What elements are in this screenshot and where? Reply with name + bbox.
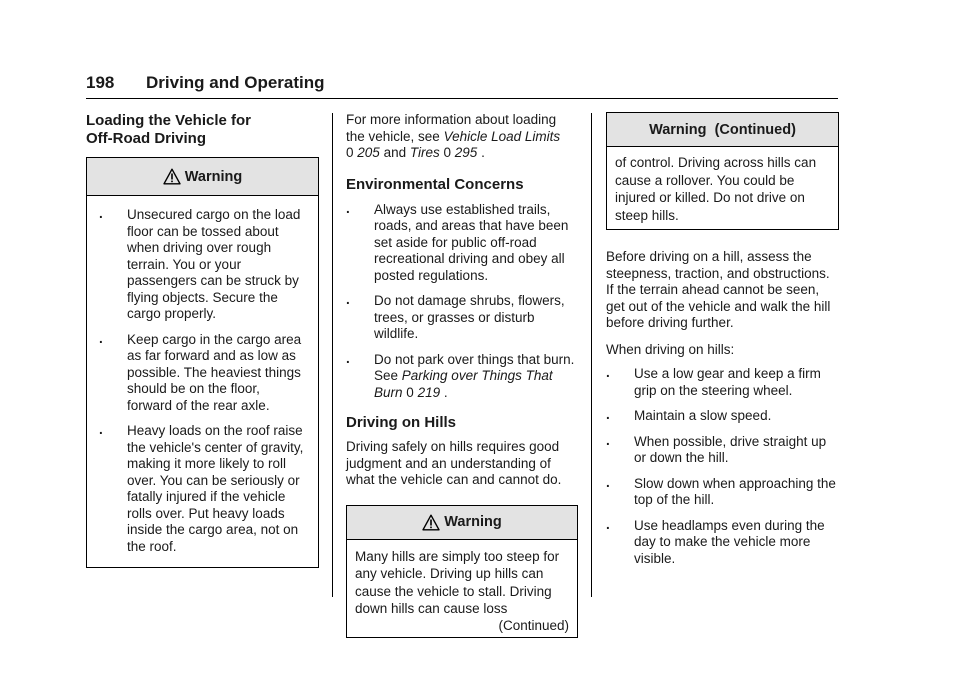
text: For more information about loading the vehicle, see — [346, 112, 557, 144]
list-item — [346, 352, 576, 402]
continued-label: (Continued) — [498, 617, 569, 633]
bullet-text: Unsecured cargo on the load floor can be tossed about when driving over rough terrain. You or your passengers can be struck by flying objects. Secure the cargo properly. — [127, 207, 301, 321]
bullet-text: Slow down when approaching the top of the hill. — [634, 475, 836, 507]
text: and — [379, 145, 410, 160]
warning-title: Warning — [184, 168, 243, 185]
bullet-text: Heavy loads on the roof raise the vehicle's center of gravity, making it more likely to roll over. You can be seriously or fatally injured if the vehicle rolls over. Put heavy loads inside the cargo area, not on the roof. — [127, 423, 304, 554]
bullet-text: Use headlamps even during the day to make the vehicle more visible. — [634, 517, 825, 566]
list-item — [606, 518, 838, 568]
column-2 — [346, 112, 576, 638]
list-item — [99, 332, 308, 415]
bullet: . — [99, 206, 103, 221]
list-item — [606, 476, 838, 509]
warning-box-continued — [606, 112, 839, 230]
environmental-heading: Environmental Concerns — [346, 175, 524, 193]
warning-text: Many hills are simply too steep for any vehicle. Driving up hills can cause the vehicle to stall. Driving down hills can cause loss — [355, 548, 560, 616]
section-title: Driving and Operating — [146, 73, 325, 92]
hills-paragraph: Driving safely on hills requires good judgment and an understanding of what the vehicle can and cannot do. — [346, 439, 562, 487]
warning-box-cargo — [86, 157, 319, 568]
warning-header — [87, 158, 318, 196]
link-vehicle-load-limits[interactable]: Vehicle Load Limits — [443, 128, 561, 144]
warning-title: Warning (Continued) — [649, 121, 796, 138]
warning-triangle-icon — [422, 514, 440, 531]
warning-triangle-icon — [163, 168, 181, 185]
column-divider-left — [332, 113, 333, 597]
column-1 — [86, 112, 318, 568]
bullet: . — [606, 516, 610, 532]
list-item — [346, 202, 576, 285]
page-ref-295[interactable]: 295 — [454, 145, 478, 160]
bullet-text: Use a low gear and keep a firm grip on the steering wheel. — [634, 366, 821, 398]
load-limits-paragraph — [346, 112, 576, 162]
list-item — [606, 434, 838, 467]
bullet: . — [99, 330, 103, 346]
bullet: . — [606, 407, 610, 422]
loading-heading-line2: Off-Road Driving — [86, 130, 206, 147]
page-ref-arrow: 0 — [443, 145, 452, 160]
bullet-text: Do not park over things that burn. See — [374, 351, 575, 383]
link-tires[interactable]: Tires — [409, 145, 440, 160]
bullet-text: Do not damage shrubs, flowers, trees, or grasses or disturb wildlife. — [374, 293, 565, 341]
when-driving-paragraph: When driving on hills: — [606, 341, 735, 357]
link-parking-over-things[interactable]: Parking over Things That Burn — [374, 368, 553, 400]
page-ref-205[interactable]: 205 — [357, 145, 380, 160]
bullet-text: When possible, drive straight up or down the hill. — [634, 433, 827, 465]
warning-body — [87, 196, 318, 567]
page-ref-219[interactable]: 219 — [417, 384, 441, 400]
page-ref-arrow: 0 — [346, 145, 354, 160]
warning-body — [607, 147, 838, 229]
list-item — [606, 366, 838, 399]
bullet: . — [606, 474, 610, 490]
loading-heading-line1: Loading the Vehicle for — [86, 112, 252, 129]
list-item — [99, 207, 308, 323]
list-item — [346, 293, 576, 343]
bullet: . — [606, 432, 610, 448]
bullet: . — [99, 422, 103, 437]
warning-header — [607, 113, 838, 147]
list-item — [606, 408, 838, 425]
warning-box-hills — [346, 505, 578, 639]
column-3 — [606, 112, 838, 567]
bullet-text: Maintain a slow speed. — [634, 408, 772, 423]
loading-heading — [86, 112, 318, 148]
assess-hill-paragraph: Before driving on a hill, assess the steepness, traction, and obstructions. If the terrain ahead cannot be seen, get out of the vehicle and walk the hill before driving further. — [606, 249, 831, 330]
text: . — [443, 384, 448, 400]
bullet: . — [346, 292, 350, 307]
text: . — [481, 145, 485, 160]
warning-title: Warning — [444, 514, 502, 530]
warning-header — [347, 506, 577, 540]
bullet-text: Always use established trails, roads, and areas that have been set aside for public off-road recreational driving and obey all posted regulations. — [374, 201, 569, 283]
warning-text: of control. Driving across hills can cause a rollover. You could be injured or killed. Do not drive on steep hills. — [615, 155, 817, 223]
bullet-text: Keep cargo in the cargo area as far forward and as low as possible. The heaviest things should be on the floor, forward of the rear axle. — [127, 331, 302, 413]
bullet: . — [606, 365, 610, 380]
warning-body — [347, 540, 577, 638]
page-ref-arrow: 0 — [406, 384, 414, 400]
hills-heading: Driving on Hills — [346, 414, 457, 431]
list-item — [99, 423, 308, 555]
bullet: . — [346, 200, 350, 216]
header-rule — [86, 98, 838, 99]
column-divider-right — [591, 113, 592, 597]
page-number: 198 — [86, 73, 115, 92]
bullet: . — [346, 350, 350, 366]
